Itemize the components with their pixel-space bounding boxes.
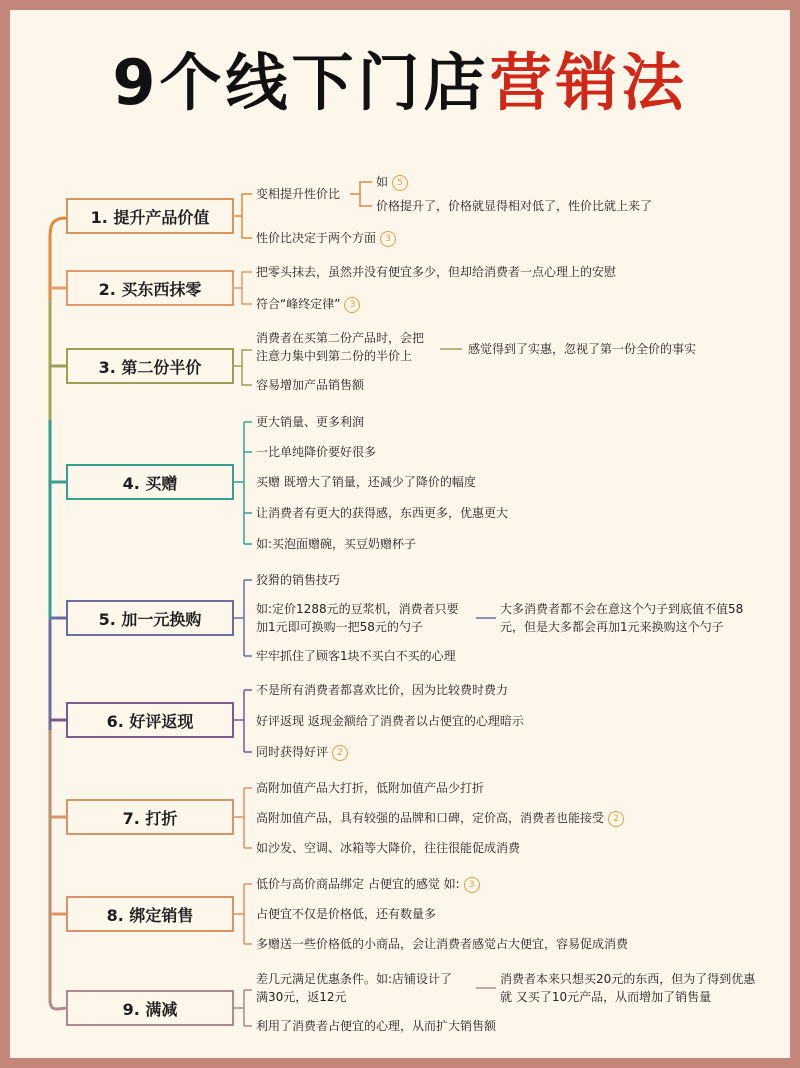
item-text: 低价与高价商品绑定 占便宜的感觉 如: 3 bbox=[256, 873, 480, 895]
category-box: 5. 加一元换购 bbox=[66, 600, 234, 636]
item-text: 价格提升了，价格就显得相对低了，性价比就上来了 bbox=[376, 199, 653, 213]
item-text: 多赠送一些价格低的小商品，会让消费者感觉占大便宜，容易促成消费 bbox=[256, 937, 629, 951]
title-main: 9个线下门店 bbox=[112, 46, 490, 119]
item-text: 同时获得好评 2 bbox=[256, 741, 348, 763]
item-text: 就 又买了10元产品，从而增加了销售量 bbox=[500, 990, 712, 1004]
item-text: 性价比决定于两个方面 3 bbox=[256, 227, 396, 249]
category-box: 9. 满减 bbox=[66, 990, 234, 1026]
item-text: 消费者本来只想买20元的东西，但为了得到优惠 bbox=[500, 972, 756, 986]
count-badge: 5 bbox=[392, 175, 408, 191]
category-box: 8. 绑定销售 bbox=[66, 896, 234, 932]
item-text: 狡猾的销售技巧 bbox=[256, 573, 341, 587]
item-text: 消费者在买第二份产品时，会把 bbox=[256, 331, 425, 345]
page-title bbox=[0, 46, 800, 119]
trunk-line bbox=[50, 1000, 66, 1009]
branch-4 bbox=[234, 422, 252, 544]
item-text: 占便宜不仅是价格低，还有数量多 bbox=[256, 907, 437, 921]
count-badge: 3 bbox=[344, 297, 360, 313]
count-badge: 2 bbox=[332, 745, 348, 761]
category-box: 6. 好评返现 bbox=[66, 702, 234, 738]
count-badge: 3 bbox=[464, 877, 480, 893]
count-badge: 3 bbox=[380, 231, 396, 247]
item-text: 高附加值产品，具有较强的品牌和口碑，定价高，消费者也能接受 2 bbox=[256, 807, 624, 829]
title-highlight: 营销法 bbox=[489, 46, 688, 119]
item-text: 一比单纯降价要好很多 bbox=[256, 445, 377, 459]
item-text: 如:定价1288元的豆浆机，消费者只要 bbox=[256, 602, 459, 616]
item-text: 符合“峰终定律” 3 bbox=[256, 293, 360, 315]
item-text: 满30元，返12元 bbox=[256, 990, 347, 1004]
item-text: 如:买泡面赠碗，买豆奶赠杯子 bbox=[256, 537, 417, 551]
item-text: 把零头抹去，虽然并没有便宜多少，但却给消费者一点心理上的安慰 bbox=[256, 265, 617, 279]
item-text: 差几元满足优惠条件。如:店铺设计了 bbox=[256, 972, 453, 986]
item-text: 大多消费者都不会在意这个勺子到底值不值58 bbox=[500, 602, 744, 616]
category-box: 2. 买东西抹零 bbox=[66, 270, 234, 306]
item-text: 不是所有消费者都喜欢比价，因为比较费时费力 bbox=[256, 683, 509, 697]
count-badge: 2 bbox=[608, 811, 624, 827]
item-text: 牢牢抓住了顾客1块不买白不买的心理 bbox=[256, 649, 456, 663]
category-box: 1. 提升产品价值 bbox=[66, 198, 234, 234]
item-text: 利用了消费者占便宜的心理，从而扩大销售额 bbox=[256, 1019, 497, 1033]
item-text: 元，但是大多都会再加1元来换购这个勺子 bbox=[500, 620, 724, 634]
item-text: 买赠 既增大了销量，还减少了降价的幅度 bbox=[256, 475, 476, 489]
item-text: 如沙发、空调、冰箱等大降价，往往很能促成消费 bbox=[256, 841, 521, 855]
branch-8 bbox=[234, 884, 252, 944]
branch-6 bbox=[234, 690, 252, 752]
item-text: 好评返现 返现金额给了消费者以占便宜的心理暗示 bbox=[256, 714, 524, 728]
item-text: 如 5 bbox=[376, 171, 408, 193]
trunk-line bbox=[50, 218, 66, 470]
branch-7 bbox=[234, 788, 252, 848]
branch-2 bbox=[234, 272, 252, 304]
item-text: 加1元即可换购一把58元的勺子 bbox=[256, 620, 423, 634]
item-text: 变相提升性价比 bbox=[256, 187, 341, 201]
item-text: 高附加值产品大打折，低附加值产品少打折 bbox=[256, 781, 485, 795]
category-box: 7. 打折 bbox=[66, 799, 234, 835]
item-text: 注意力集中到第二份的半价上 bbox=[256, 349, 413, 363]
item-text: 更大销量、更多利润 bbox=[256, 415, 365, 429]
item-text: 容易增加产品销售额 bbox=[256, 378, 365, 392]
category-box: 4. 买赠 bbox=[66, 464, 234, 500]
item-text: 让消费者有更大的获得感，东西更多，优惠更大 bbox=[256, 506, 509, 520]
category-box: 3. 第二份半价 bbox=[66, 348, 234, 384]
item-text: 感觉得到了实惠，忽视了第一份全价的事实 bbox=[468, 342, 697, 356]
